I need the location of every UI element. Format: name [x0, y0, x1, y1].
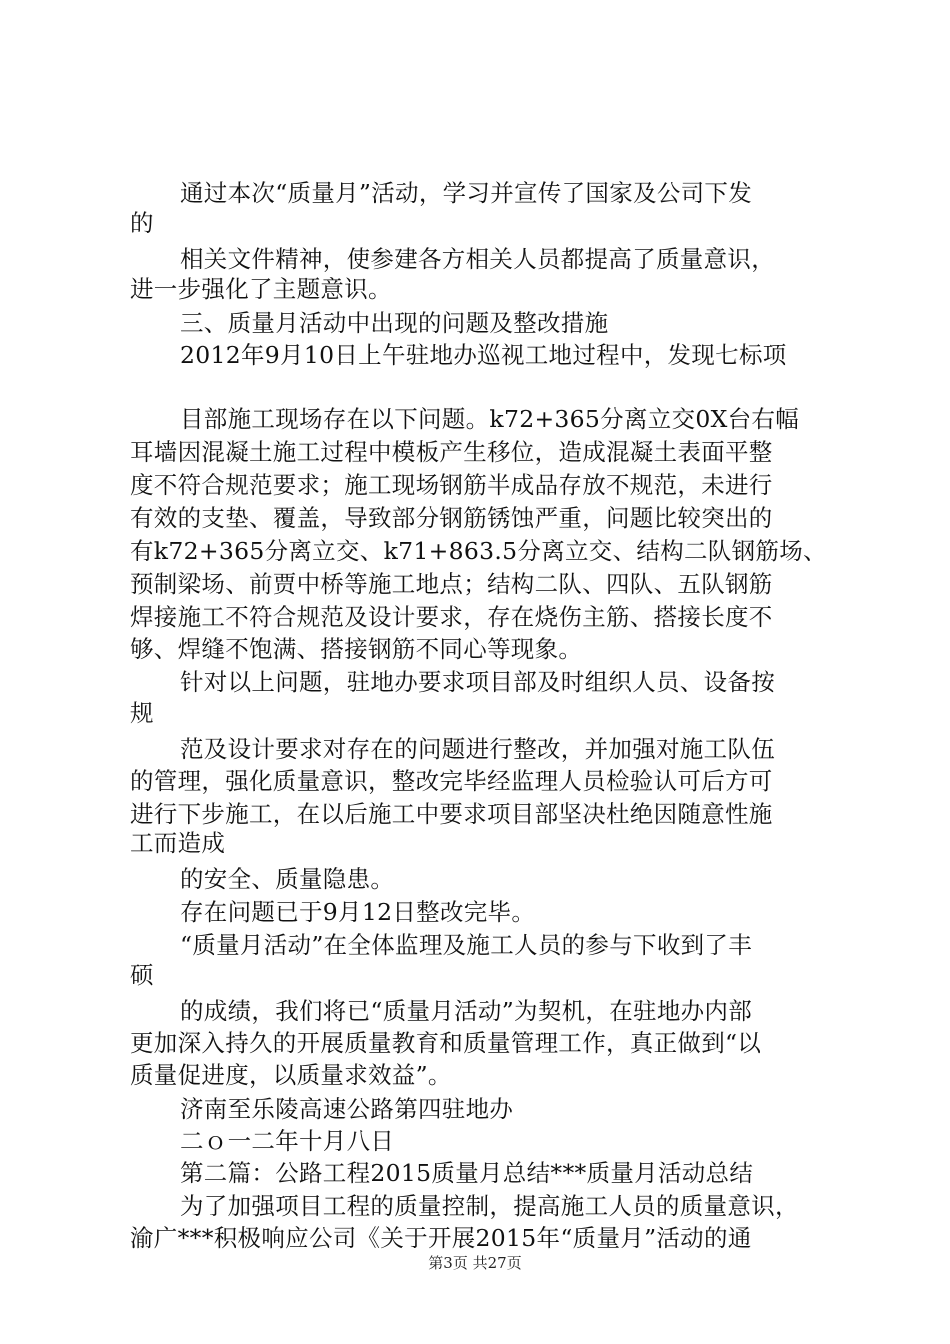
paragraph-line: 够、焊缝不饱满、搭接钢筋不同心等现象。 [130, 635, 583, 663]
section-heading: 三、质量月活动中出现的问题及整改措施 [180, 309, 609, 337]
paragraph-line: 更加深入持久的开展质量教育和质量管理工作，真正做到“以 [130, 1029, 762, 1057]
paragraph-line: 2012年9月10日上午驻地办巡视工地过程中，发现七标项 [180, 341, 787, 369]
page-number-footer: 第3页 共27页 [428, 1254, 522, 1272]
paragraph-line: 相关文件精神，使参建各方相关人员都提高了质量意识， [180, 245, 775, 273]
paragraph-line: 规 [130, 699, 154, 727]
paragraph-line: 有效的支垫、覆盖，导致部分钢筋锈蚀严重，问题比较突出的 [130, 504, 773, 532]
paragraph-line: 为了加强项目工程的质量控制，提高施工人员的质量意识， [180, 1192, 799, 1220]
paragraph-line: 工而造成 [130, 829, 226, 857]
paragraph-line: 范及设计要求对存在的问题进行整改，并加强对施工队伍 [180, 735, 775, 763]
paragraph-line: 的管理，强化质量意识，整改完毕经监理人员检验认可后方可 [130, 767, 773, 795]
paragraph-line: 的 [130, 209, 154, 237]
paragraph-line: 预制梁场、前贾中桥等施工地点；结构二队、四队、五队钢筋 [130, 570, 773, 598]
paragraph-line: 渝广***积极响应公司《关于开展2015年“质量月”活动的通 [130, 1224, 752, 1252]
paragraph-line: 存在问题已于9月12日整改完毕。 [180, 898, 536, 926]
paragraph-line: 进行下步施工，在以后施工中要求项目部坚决杜绝因随意性施 [130, 800, 773, 828]
paragraph-line: 硕 [130, 961, 154, 989]
paragraph-line: 目部施工现场存在以下问题。k72+365分离立交0X台右幅 [180, 405, 800, 433]
paragraph-line: 焊接施工不符合规范及设计要求，存在烧伤主筋、搭接长度不 [130, 603, 773, 631]
paragraph-line: 质量促进度，以质量求效益”。 [130, 1061, 452, 1089]
signature-organization: 济南至乐陵高速公路第四驻地办 [180, 1095, 514, 1123]
paragraph-line: 的成绩，我们将已“质量月活动”为契机，在驻地办内部 [180, 997, 753, 1025]
paragraph-line: “质量月活动”在全体监理及施工人员的参与下收到了丰 [180, 931, 753, 959]
paragraph-line: 通过本次“质量月”活动，学习并宣传了国家及公司下发 [180, 179, 753, 207]
signature-date: 二ｏ一二年十月八日 [180, 1127, 395, 1155]
section-heading: 第二篇：公路工程2015质量月总结***质量月活动总结 [180, 1159, 754, 1187]
paragraph-line: 的安全、质量隐患。 [180, 865, 395, 893]
paragraph-line: 有k72+365分离立交、k71+863.5分离立交、结构二队钢筋场、 [130, 537, 827, 565]
paragraph-line: 耳墙因混凝土施工过程中模板产生移位，造成混凝土表面平整 [130, 438, 773, 466]
paragraph-line: 针对以上问题，驻地办要求项目部及时组织人员、设备按 [180, 668, 775, 696]
paragraph-line: 度不符合规范要求；施工现场钢筋半成品存放不规范，未进行 [130, 471, 773, 499]
paragraph-line: 进一步强化了主题意识。 [130, 275, 392, 303]
